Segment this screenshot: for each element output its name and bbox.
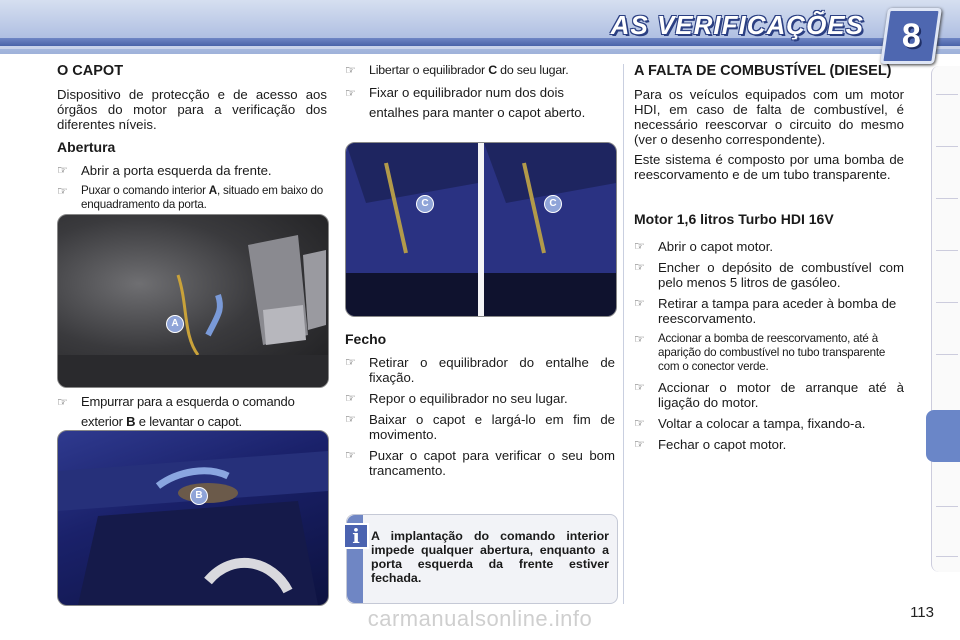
pointing-hand-icon: ☞ (634, 239, 645, 253)
list-item: ☞ Baixar o capot e largá-lo em fim de movimento. (345, 412, 615, 442)
pointing-hand-icon: ☞ (57, 395, 68, 409)
pointing-hand-icon: ☞ (634, 296, 645, 310)
label-c-marker-left: C (416, 195, 434, 213)
pointing-hand-icon: ☞ (345, 355, 356, 369)
chapter-tabs (931, 66, 960, 572)
list-item: ☞ Abrir a porta esquerda da frente. (57, 163, 272, 178)
chapter-number-badge (880, 8, 942, 64)
tab-divider (936, 556, 958, 557)
tab-divider (936, 302, 958, 303)
list-item: ☞ Repor o equilibrador no seu lugar. (345, 391, 568, 406)
tab-divider (936, 250, 958, 251)
pointing-hand-icon: ☞ (57, 184, 68, 198)
pointing-hand-icon: ☞ (345, 86, 356, 100)
column-capot-continued (345, 63, 615, 129)
subsection-abertura: Abertura (57, 139, 116, 155)
pointing-hand-icon: ☞ (634, 260, 645, 274)
subsection-motor: Motor 1,6 litros Turbo HDI 16V (634, 211, 834, 227)
list-item: ☞ Fixar o equilibrador num dos dois entalhes para manter o capot aberto. (345, 85, 586, 120)
note-text: A implantação do comando interior impede qualquer abertura, enquanto a porta esquerda da frente estiver fechada. (371, 529, 609, 585)
list-item: ☞ Retirar a tampa para aceder à bomba de reescorvamento. (634, 296, 897, 326)
diesel-para-1: Para os veículos equipados com um motor HDI, em caso de falta de combustível, é necessário reescorvar o circuito do mesmo (ver o desenho correspondente). (634, 87, 904, 147)
active-chapter-tab[interactable] (926, 410, 960, 462)
strut-illustration (346, 143, 616, 316)
photo-interior-release-lever (57, 214, 329, 388)
tab-divider (936, 146, 958, 147)
list-item: ☞ Encher o depósito de combustível com pelo menos 5 litros de gasóleo. (634, 260, 904, 290)
pointing-hand-icon: ☞ (345, 448, 356, 462)
pointing-hand-icon: ☞ (634, 332, 645, 346)
label-b-marker: B (190, 487, 208, 505)
pointing-hand-icon: ☞ (634, 416, 645, 430)
capot-intro: Dispositivo de protecção e de acesso aos órgãos do motor para a verificação dos diferentes níveis. (57, 87, 327, 132)
pointing-hand-icon: ☞ (345, 63, 356, 77)
header-stripe-light (0, 46, 960, 49)
photo-exterior-release-lever (57, 430, 329, 606)
tab-divider (936, 198, 958, 199)
tab-divider (936, 506, 958, 507)
chapter-number: 8 (901, 16, 921, 55)
pointing-hand-icon: ☞ (345, 391, 356, 405)
section-title-diesel: A FALTA DE COMBUSTÍVEL (DIESEL) (634, 63, 892, 79)
pointing-hand-icon: ☞ (57, 163, 68, 177)
label-c-marker-right: C (544, 195, 562, 213)
list-item: ☞ Abrir o capot motor. (634, 239, 774, 254)
pointing-hand-icon: ☞ (634, 437, 645, 451)
list-item: ☞ Retirar o equilibrador do entalhe de fixação. (345, 355, 615, 385)
subsection-fecho: Fecho (345, 331, 387, 347)
pointing-hand-icon: ☞ (634, 380, 645, 394)
diesel-para-2: Este sistema é composto por uma bomba de reescorvamento e de um tubo transparente. (634, 152, 904, 182)
list-item: ☞ Voltar a colocar a tampa, fixando-a. (634, 416, 866, 431)
page-number: 113 (910, 604, 934, 621)
grille-illustration (58, 431, 328, 605)
label-a-marker: A (166, 315, 184, 333)
tab-divider (936, 354, 958, 355)
column-fecho (345, 332, 615, 484)
watermark: carmanualsonline.info (367, 606, 593, 631)
header-band (0, 0, 960, 54)
column-capot (57, 63, 327, 218)
column-divider (623, 64, 624, 604)
list-item: ☞ Libertar o equilibrador C do seu lugar. (345, 63, 569, 77)
pointing-hand-icon: ☞ (345, 412, 356, 426)
info-note (346, 514, 618, 604)
photo-hood-strut (345, 142, 617, 317)
tab-divider (936, 94, 958, 95)
list-item: ☞ Fechar o capot motor. (634, 437, 787, 452)
pedal-illustration (58, 215, 328, 387)
list-item: ☞ Puxar o comando interior A, situado em baixo do enquadramento da porta. (57, 184, 323, 211)
list-item: ☞ Empurrar para a esquerda o comando exterior B e levantar o capot. (57, 394, 295, 429)
list-item: ☞ Accionar o motor de arranque até à ligação do motor. (634, 380, 904, 410)
list-item: ☞ Puxar o capot para verificar o seu bom trancamento. (345, 448, 615, 478)
info-icon: i (343, 523, 369, 549)
column-diesel (634, 63, 904, 458)
chapter-title: AS VERIFICAÇÕES (610, 10, 864, 40)
list-item: ☞ Accionar a bomba de reescorvamento, até à aparição do combustível no tubo transparente com o conector verde. (634, 332, 886, 373)
section-title-capot: O CAPOT (57, 63, 124, 79)
